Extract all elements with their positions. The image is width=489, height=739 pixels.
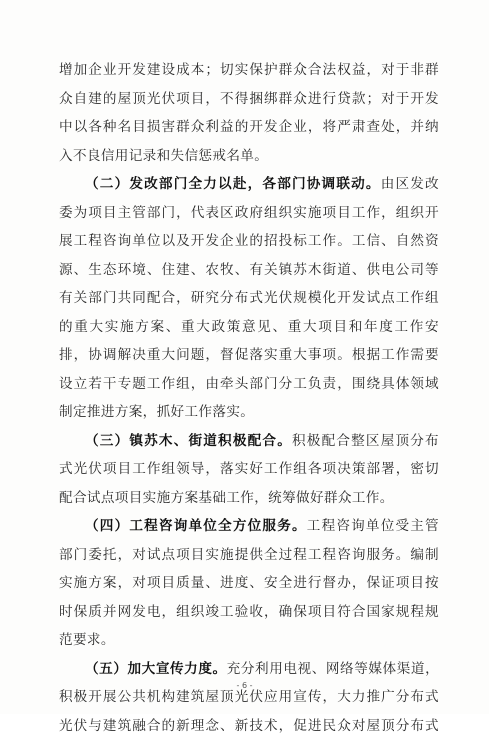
section-heading: （三）镇苏木、街道积极配合。 [85,433,292,449]
text-line: 入不良信用记录和失信惩戒名单。 [59,148,269,164]
section-heading-line [85,513,439,539]
text-line: 的重大实施方案、重大政策意见、重大项目和年度工作安 [59,319,439,335]
text-line: 众自建的屋顶光伏项目，不得捆绑群众进行贷款；对于开发 [59,91,439,107]
text-run: 工程咨询单位受主管 [306,518,440,534]
text-line: 中以各种名目损害群众利益的开发企业，将严肃查处，并纳 [59,119,439,135]
section-heading-line [85,428,439,454]
text-line: 制定推进方案，抓好工作落实。 [59,404,255,420]
text-line: 展工程咨询单位以及开发企业的招投标工作。工信、自然资 [59,233,439,249]
text-run: 充分利用电视、网络等媒体渠道， [226,661,440,677]
section-heading: （五）加大宣传力度。 [85,661,227,677]
section-heading-line [85,656,439,682]
page-number: - 6 - [236,681,253,690]
text-line: 光伏与建筑融合的新理念、新技术，促进民众对屋顶分布式 [59,718,439,734]
text-line: 增加企业开发建设成本；切实保护群众合法权益，对于非群 [59,62,439,78]
text-line: 设立若干专题工作组，由牵头部门分工负责，围绕具体领域 [59,376,439,392]
text-line: 实施方案，对项目质量、进度、安全进行督办，保证项目按 [59,575,439,591]
text-line: 式光伏项目工作组领导，落实好工作组各项决策部署，密切 [59,461,439,477]
section-heading: （四）工程咨询单位全方位服务。 [85,518,307,534]
text-run: 积极配合整区屋顶分布 [292,433,440,449]
text-line: 有关部门共同配合，研究分布式光伏规模化开发试点工作组 [59,290,439,306]
text-line: 积极开展公共机构建筑屋顶光伏应用宣传，大力推广分布式 [59,689,439,705]
text-line: 源、生态环境、住建、农牧、有关镇苏木街道、供电公司等 [59,262,439,278]
text-line: 配合试点项目实施方案基础工作，统筹做好群众工作。 [59,490,394,506]
text-line: 时保质并网发电，组织竣工验收，确保项目符合国家规程规 [59,604,439,620]
text-line: 部门委托，对试点项目实施提供全过程工程咨询服务。编制 [59,547,439,563]
section-heading-line [85,171,439,197]
text-line: 排，协调解决重大问题，督促落实重大事项。根据工作需要 [59,347,439,363]
text-line: 委为项目主管部门，代表区政府组织实施项目工作，组织开 [59,205,439,221]
text-run: 由区发改 [380,176,440,192]
section-heading: （二）发改部门全力以赴，各部门协调联动。 [85,176,381,192]
text-line: 范要求。 [59,632,115,648]
